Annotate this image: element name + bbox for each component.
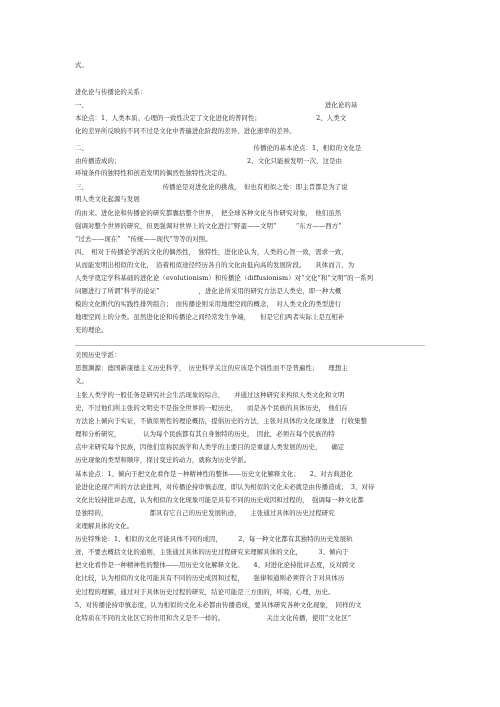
text-line: 模的文化断代的实践性排列组合； 而传播论则采用地理空间的概念， 对人类文化的类型进行 xyxy=(75,300,342,308)
text-line: 是独特的， 都具有它自己的历史发展轨迹， 主张通过具体的历史过程研究 xyxy=(75,509,335,517)
text-line: 理和分析研究， 认为每个民族都有其自身独特的历史， 因此，必须在每个民族的特 xyxy=(75,430,335,438)
text-line: 主张人类学的一般任务是研究社会生活现象的综合， 并通过这种研究来构拟人类文化和文明 xyxy=(75,391,345,399)
text-line: 方法论上倾向于实证，不做原则性的理论概括，提倡历史的方法，主张对具体的文化现象进 行收集整 xyxy=(75,417,368,425)
text-line: 史，不过他们所主张的文明史不是指全世界的一般历史， 而是各个民族的具体历史， 他们在 xyxy=(75,404,348,412)
text-line: 义。 xyxy=(75,377,88,385)
text-line: 式。 xyxy=(75,61,88,69)
text-line: 从而能发明出相似的文化， 沿着相似途径经历各自的文化由低向高的发展阶段。 具体而言，为 xyxy=(75,261,355,269)
text-line: 历史特殊论：1、相似的文化可能具体不同的成因， 2、每一种文化都有其独特的历史发展轨 xyxy=(75,535,353,543)
text-line: 5、对传播论持审慎态度，认为相似的文化未必都由传播造成，要具体研究各种文化现象， 同样的文 xyxy=(75,601,362,609)
text-line: 明人类文化起源与发展 xyxy=(75,195,140,203)
text-line: 地理空间上的分类。虽然进化论和传播论之间经常发生争端， 但是它们两者实际上是互相补 xyxy=(75,313,345,321)
text-line: 化的差异所反映的不同不过是文化中普遍进化阶段的差异、进化速率的差异。 xyxy=(75,127,296,135)
text-line: 充的理论。 xyxy=(75,326,108,334)
text-line: 的由来。进化论和传播论的研究都囊括整个世界， 把全球各种文化当作研究对象， 他们虽然 xyxy=(75,209,342,217)
text-line: 历史现象的类型和顺序，探讨变迁的动力，就称为历史学派。 xyxy=(75,456,251,464)
text-line: 论进化论现产所的方法论批判，对传播论持审慎态度，即认为相似的文化未必就是由传播造成； 3、对待 xyxy=(75,483,375,491)
text-line: 来理解具体的文化。 xyxy=(75,522,134,530)
text-line: 化比较，认为相似的文化可能具有不同的历史成因和过程， 强律和通则必须符合于对具体历 xyxy=(75,574,345,582)
section-heading: 进化论与传播论的关系： xyxy=(75,88,147,96)
text-line: 文化比较持批评态度，认为相似的文化现象可能是具有不同的历史成因和过程的， 强调每一种文化都 xyxy=(75,496,364,504)
section-heading: 美国历史学派： xyxy=(75,351,121,359)
text-line: 迹，不要去概括文化的通则，主张通过具体的历史过程研究来理解具体的文化， 3、倾向于 xyxy=(75,548,349,556)
text-line: 环境条件的独特性和创造发明的偶然性独特性决定的。 xyxy=(75,169,231,177)
text-line: 三、 传播论是对进化论的挑战， 但也有相似之处：即主旨都是为了说 xyxy=(75,183,348,191)
text-line: 由传播造成的； 2、文化只能被发明一次，这是由 xyxy=(75,157,343,165)
text-line: 思想渊源：德国新康德主义历史科学， 历史科学关注的应该是个别性而不是普遍性； 理想主 xyxy=(75,364,348,372)
text-line: 把文化看作是一种精神性的整体——用历史文化解释文化。 4、对进化论持批评态度，反对跨文 xyxy=(75,561,356,569)
text-line: “过去——现在” “传统——现代”等等的对照。 xyxy=(75,235,212,243)
text-line: 强调对整个世界的研究，但更强调对世界上的文化进行“野蛮——文明” “东方——西方” xyxy=(75,222,342,230)
text-line: 人类学奠定学科基础的进化论（evolutionism）和传播论（diffusionism）对“文化”和“文明”的一系列 xyxy=(75,274,374,282)
text-line: 一、 进化论的基 xyxy=(75,101,358,109)
text-line: 点中来研究每个民族，因他们宣称民族学和人类学的主要目的是重建人类发展的历史， 确定 xyxy=(75,443,345,451)
text-line: 二、 传播论的基本论点：1、相似的文化是 xyxy=(75,144,362,152)
section-divider xyxy=(75,345,425,346)
text-line: 基本论点：1、倾向于把文化看作是一种精神性的整体——历史文化解释文化； 2、对古典进化 xyxy=(75,470,353,478)
text-line: 史过程的理解，通过对于具体历史过程的研究，结论可能是三方面的，环境，心理，历史。 xyxy=(75,588,335,596)
text-line: 四、 相对于传播论学派的文化的偶然性， 独特性，进化论认为，人类的心智一致，需求一致， xyxy=(75,248,348,256)
text-line: 问题进行了所谓“科学的论证” ，进化论所采用的研究方法是人类史，即一种大概 xyxy=(75,287,342,295)
text-line: 本论点：1、人类本质、心理的一致性决定了文化进化的普同性； 2、人类文 xyxy=(75,114,347,122)
text-line: 化特质在不同的文化区它的作用和含义是不一样的。 关注文化传播，使用“文化区” xyxy=(75,614,352,622)
